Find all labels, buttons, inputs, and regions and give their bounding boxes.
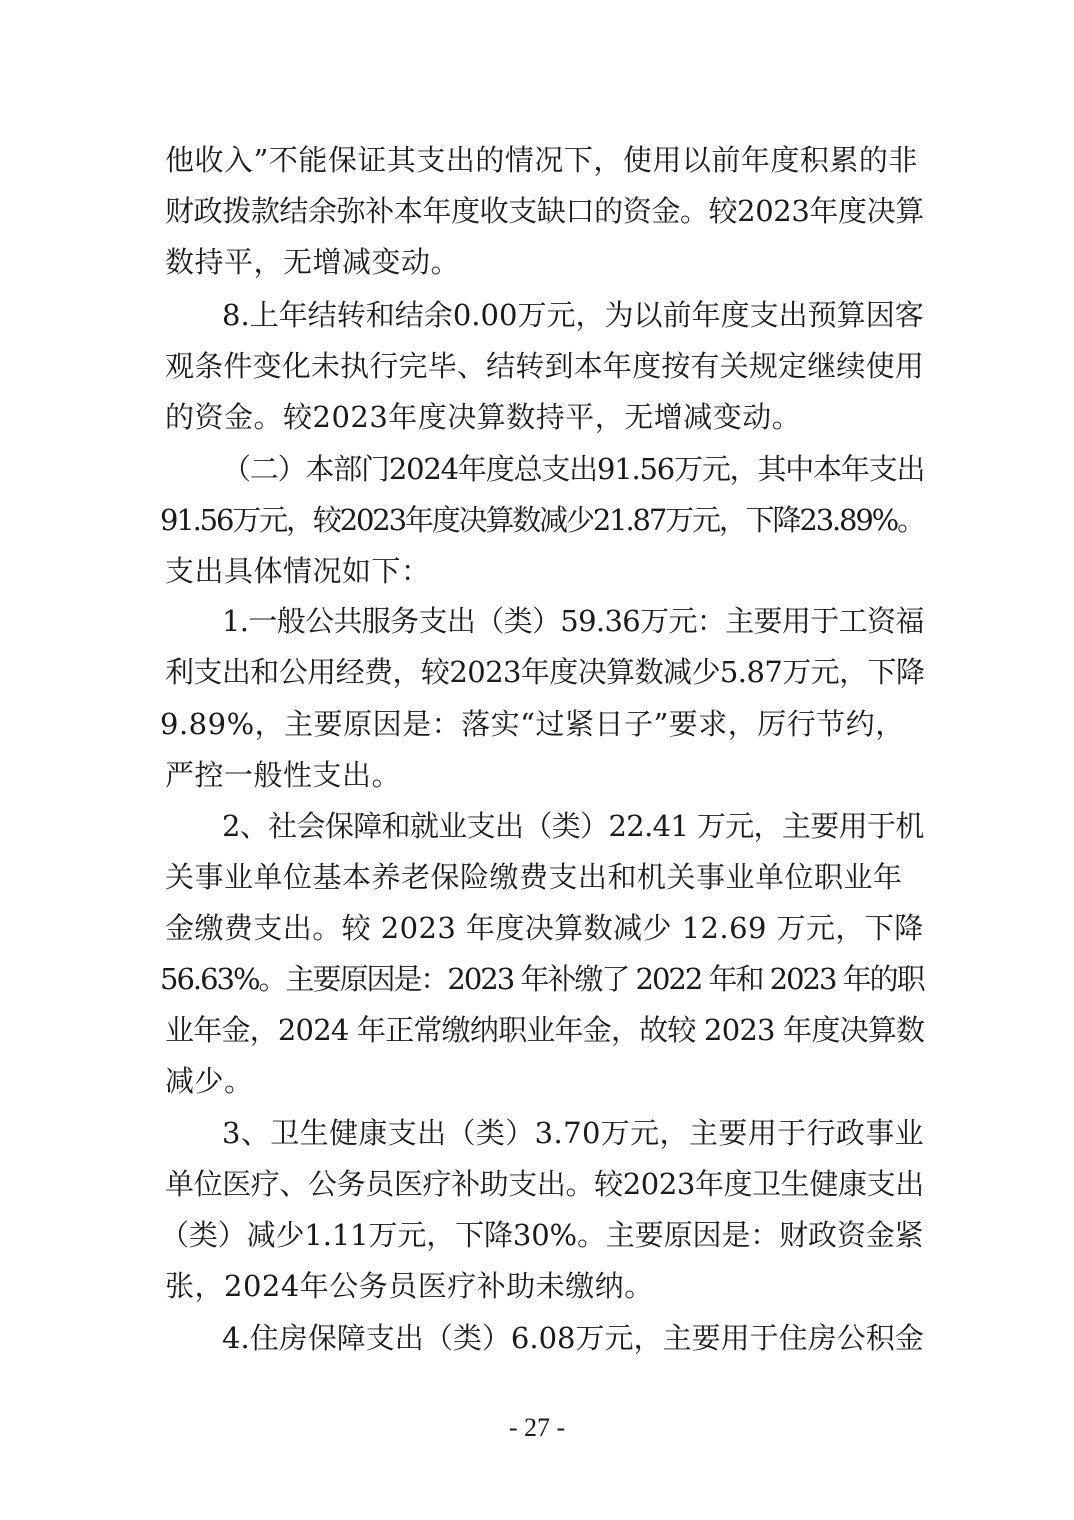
text-line: 财政拨款结余弥补本年度收支缺口的资金。较2023年度决算	[165, 194, 924, 228]
text-line: 观条件变化未执行完毕、结转到本年度按有关规定继续使用	[165, 349, 925, 383]
text-line: 张，2024年公务员医疗补助未缴纳。	[165, 1269, 654, 1303]
text-line: 利支出和公用经费，较2023年度决算数减少5.87万元，下降	[165, 655, 925, 689]
text-line: 严控一般性支出。	[165, 758, 402, 792]
text-line: 56.63%。主要原因是：2023 年补缴了 2022 年和 2023 年的职	[160, 962, 924, 996]
text-line: （二）本部门2024年度总支出91.56万元，其中本年支出	[222, 452, 925, 486]
text-line: 的资金。较2023年度决算数持平，无增减变动。	[165, 400, 802, 434]
text-line: 支出具体情况如下：	[165, 554, 431, 588]
text-line: 3、卫生健康支出（类）3.70万元，主要用于行政事业	[222, 1116, 925, 1150]
text-line: 他收入”不能保证其支出的情况下，使用以前年度积累的非	[165, 143, 918, 177]
text-line: 业年金，2024 年正常缴纳职业年金，故较 2023 年度决算数	[165, 1013, 925, 1047]
page-number: - 27 -	[508, 1413, 566, 1442]
text-line: 关事业单位基本养老保险缴费支出和机关事业单位职业年	[165, 860, 903, 894]
text-line: 减少。	[165, 1064, 254, 1098]
text-line: 数持平，无增减变动。	[165, 245, 461, 279]
text-line: 4.住房保障支出（类）6.08万元，主要用于住房公积金	[222, 1321, 924, 1355]
text-line: （类）减少1.11万元，下降30%。主要原因是：财政资金紧	[160, 1218, 924, 1252]
text-line: 9.89%，主要原因是：落实“过紧日子”要求，厉行节约，	[160, 707, 905, 741]
text-line: 91.56万元，较2023年度决算数减少21.87万元，下降23.89%。	[160, 503, 924, 537]
text-line: 单位医疗、公务员医疗补助支出。较2023年度卫生健康支出	[165, 1167, 924, 1201]
text-line: 金缴费支出。较 2023 年度决算数减少 12.69 万元，下降	[165, 911, 924, 945]
text-line: 2、社会保障和就业支出（类）22.41 万元，主要用于机	[222, 809, 924, 843]
text-line: 1.一般公共服务支出（类）59.36万元：主要用于工资福	[222, 604, 924, 638]
text-line: 8.上年结转和结余0.00万元，为以前年度支出预算因客	[222, 298, 924, 332]
